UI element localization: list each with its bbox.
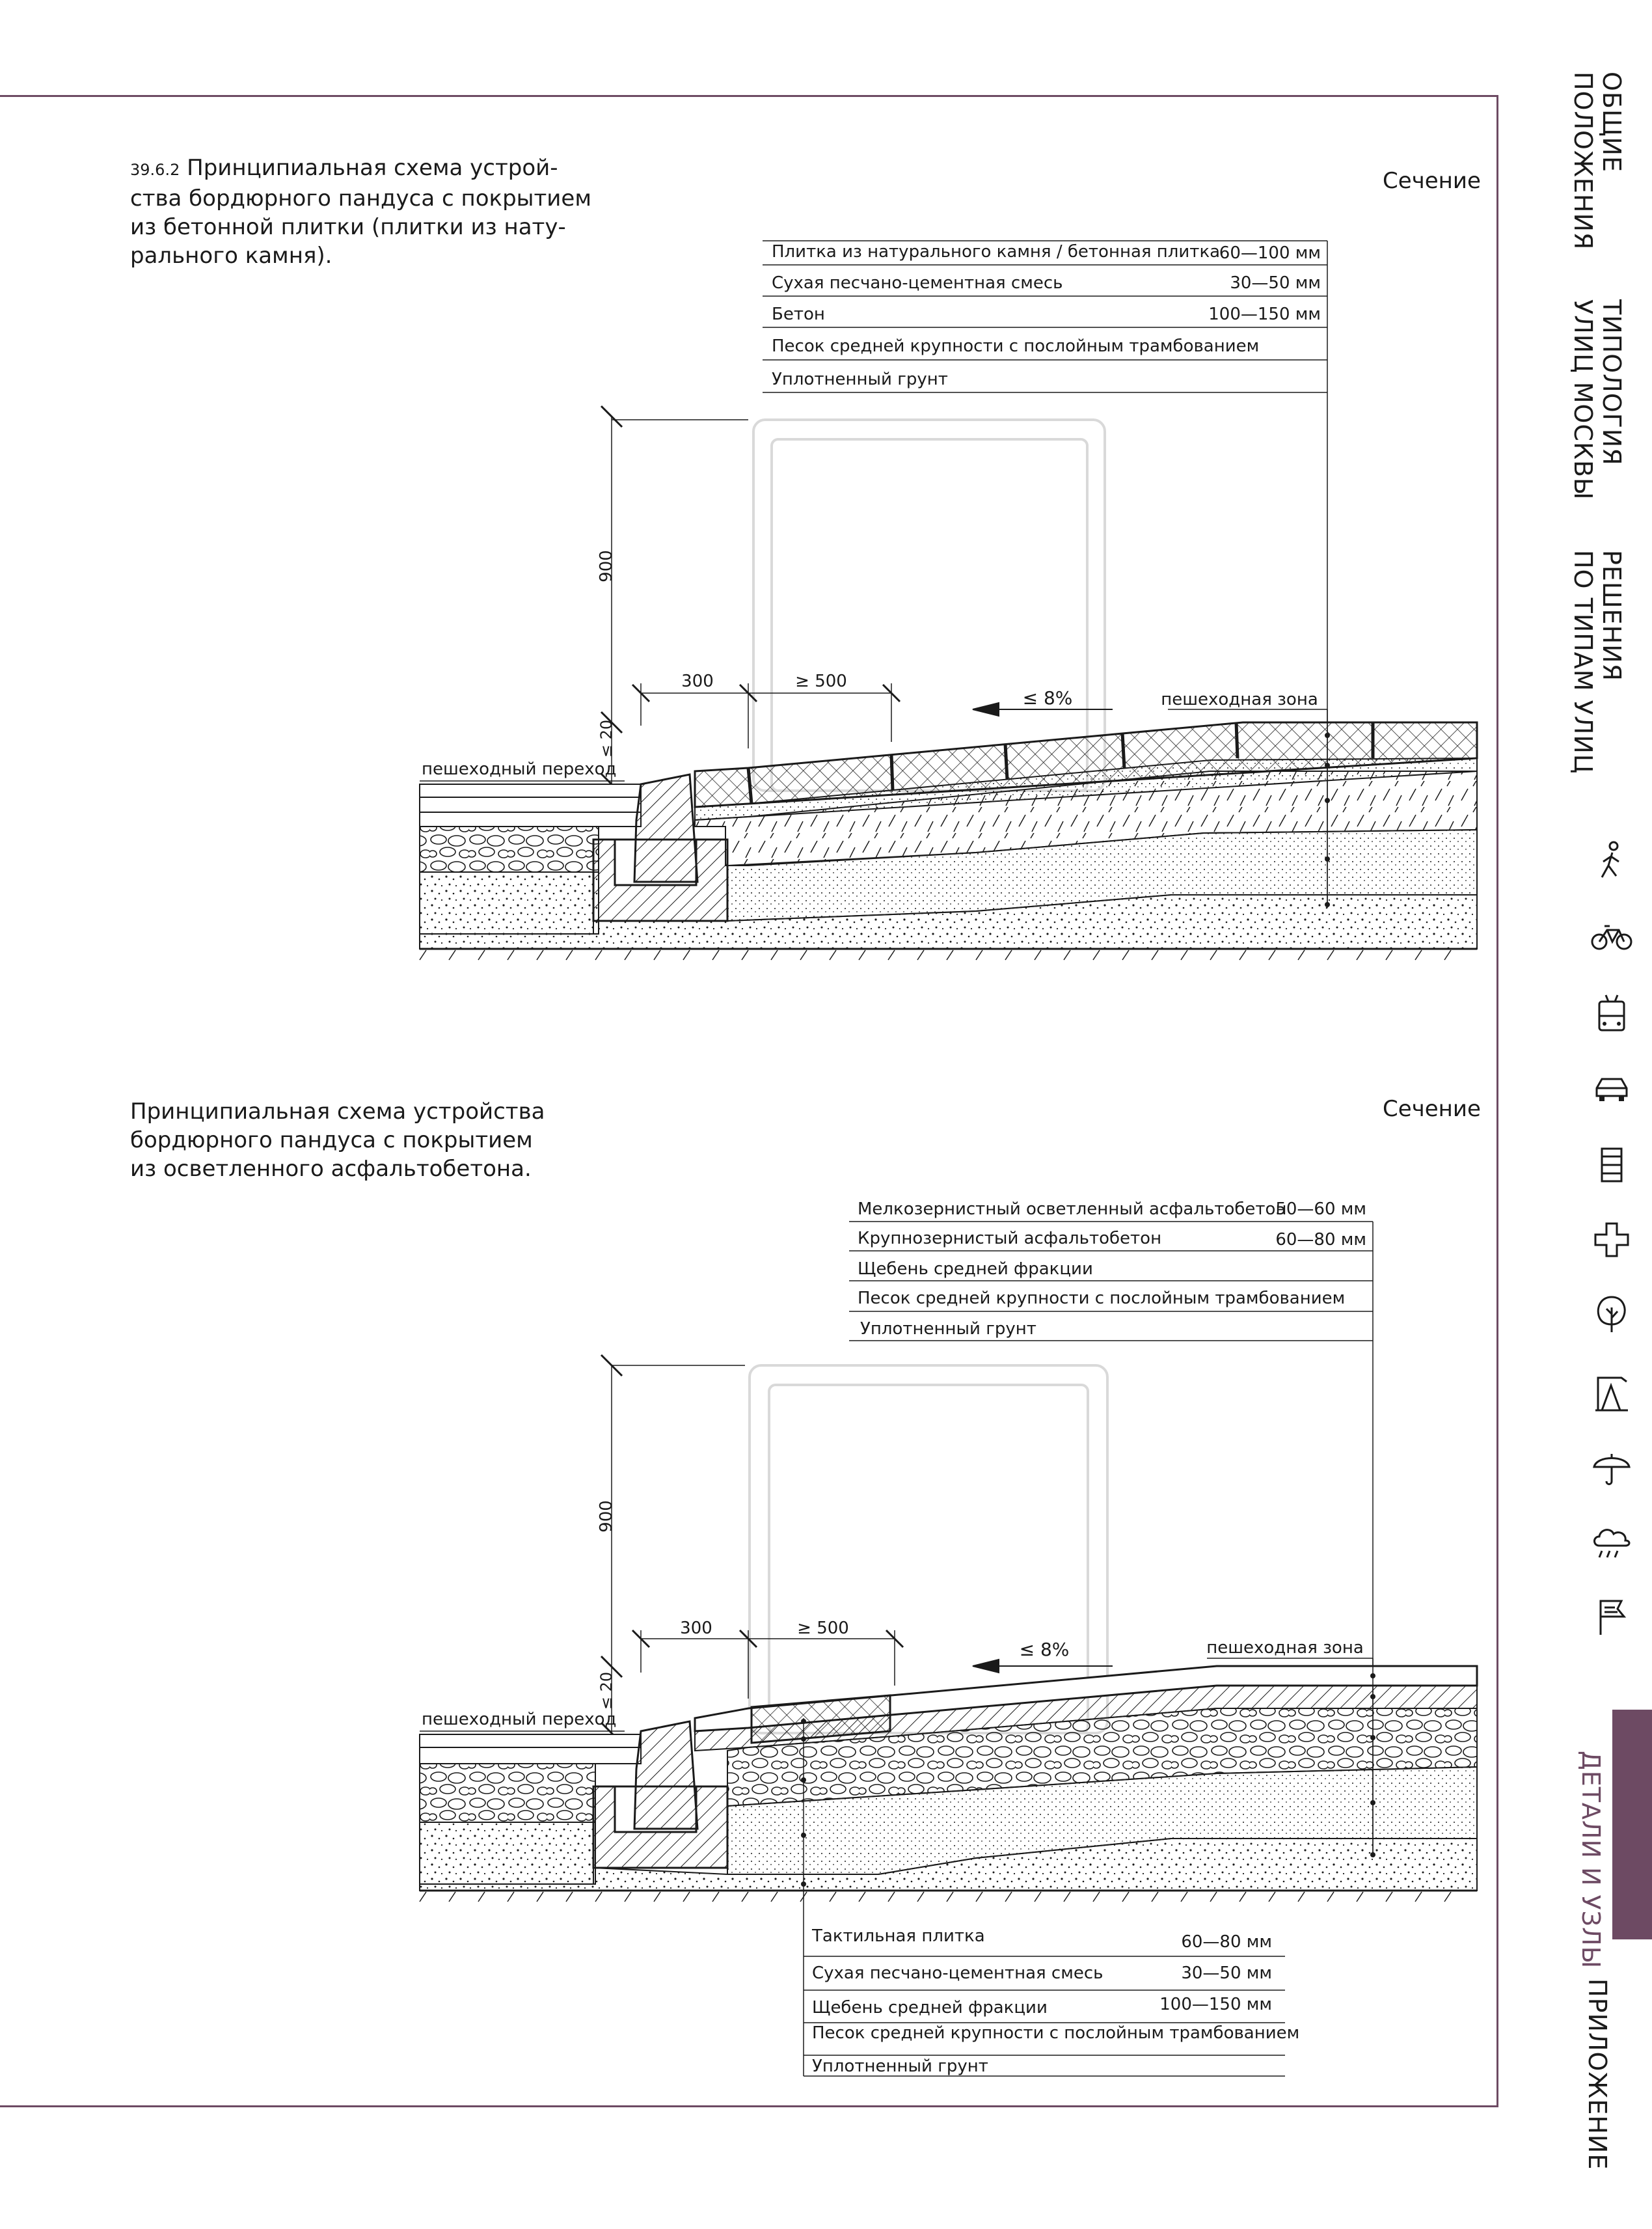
zone-right-label: пешеходная зона	[1206, 1638, 1364, 1658]
cloud-rain-icon[interactable]	[1589, 1520, 1634, 1565]
tab-typology[interactable]	[1569, 299, 1626, 500]
diagram-top	[420, 241, 1477, 960]
tab-label: РЕШЕНИЯ	[1597, 550, 1626, 681]
zone-right-label: пешеходная зона	[1161, 690, 1318, 709]
dim-height-label: 900	[597, 550, 616, 582]
caption-line: из осветленного асфальтобетона.	[130, 1156, 532, 1182]
tactile-layer-name: Уплотненный грунт	[812, 2057, 988, 2076]
dimension-300-500	[632, 683, 900, 748]
tab-label: ТИПОЛОГИЯ	[1597, 299, 1626, 466]
slope-label: ≤ 8%	[1019, 1639, 1070, 1660]
bicycle-icon[interactable]	[1589, 914, 1634, 960]
dim-500-label: ≥ 500	[797, 1619, 849, 1638]
layer-name: Уплотненный грунт	[772, 370, 948, 389]
tab-details[interactable]	[1577, 1751, 1605, 1969]
tab-general[interactable]	[1569, 72, 1626, 250]
tab-label: ПРИЛОЖЕНИЕ	[1583, 1978, 1612, 2170]
caption-line: из бетонной плитки (плитки из нату-	[130, 214, 566, 240]
section-label-top: Сечение	[1383, 168, 1481, 194]
tab-label: УЛИЦ МОСКВЫ	[1569, 299, 1597, 500]
slope-label: ≤ 8%	[1022, 687, 1073, 709]
tactile-layer-name: Тактильная плитка	[812, 1926, 985, 1946]
layer-name: Плитка из натурального камня / бетонная плитка	[772, 242, 1221, 262]
tactile-layer-name: Щебень средней фракции	[812, 1998, 1048, 2017]
clearance-outline	[750, 1365, 1107, 1733]
dimension-900	[601, 1355, 745, 1744]
layer-thickness: 30—50 мм	[1230, 273, 1321, 293]
tab-label: ОБЩИЕ	[1597, 72, 1626, 172]
tab-label: ДЕТАЛИ И УЗЛЫ	[1577, 1751, 1605, 1969]
tactile-layer-name: Сухая песчано-цементная смесь	[812, 1963, 1104, 1983]
zone-left-label: пешеходный переход	[422, 759, 617, 779]
caption-line: бордюрного пандуса с покрытием	[130, 1127, 533, 1153]
layer-name: Песок средней крупности с послойным трамбованием	[772, 336, 1260, 356]
layer-thickness: 50—60 мм	[1275, 1199, 1366, 1219]
layer-name: Песок средней крупности с послойным трамбованием	[858, 1289, 1346, 1308]
clearance-outline	[753, 420, 1105, 791]
caption-number: 39.6.2	[130, 161, 180, 179]
caption-line: Принципиальная схема устройства	[130, 1099, 545, 1125]
trolleybus-icon[interactable]	[1589, 992, 1634, 1038]
dim-300-label: 300	[681, 672, 714, 691]
tree-icon[interactable]	[1589, 1292, 1634, 1337]
tactile-layer-thickness: 60—80 мм	[1181, 1932, 1272, 1952]
tactile-layer-name: Песок средней крупности с послойным трамбованием	[812, 2023, 1300, 2043]
dim-height-label: 900	[597, 1500, 616, 1533]
shelter-icon[interactable]	[1589, 1370, 1634, 1415]
caption-line: Принципиальная схема устрой-	[187, 155, 558, 181]
layer-name: Сухая песчано-цементная смесь	[772, 273, 1063, 293]
diagram-bottom	[420, 1199, 1477, 2076]
tab-solutions[interactable]	[1569, 550, 1626, 774]
layer-name: Уплотненный грунт	[860, 1319, 1036, 1339]
tab-appendix[interactable]	[1583, 1978, 1612, 2170]
dimension-900	[601, 406, 748, 733]
tab-label: ПОЛОЖЕНИЯ	[1569, 72, 1597, 251]
umbrella-icon[interactable]	[1589, 1445, 1634, 1490]
active-tab-marker	[1612, 1710, 1652, 1939]
zone-left-label: пешеходный переход	[422, 1710, 617, 1729]
dim-curb-label: ≤ 20	[597, 1671, 616, 1710]
slope-arrow	[973, 1660, 1113, 1673]
layer-name: Крупнозернистый асфальтобетон	[858, 1229, 1162, 1248]
layer-thickness: 100—150 мм	[1208, 305, 1321, 324]
medical-cross-icon[interactable]	[1589, 1217, 1634, 1263]
layer-name: Мелкозернистный осветленный асфальтобетон	[858, 1199, 1287, 1219]
layer-name: Щебень средней фракции	[858, 1259, 1093, 1279]
caption-line: рального камня).	[130, 243, 332, 269]
car-icon[interactable]	[1589, 1067, 1634, 1113]
tactile-layer-thickness: 30—50 мм	[1181, 1963, 1272, 1983]
layer-thickness: 60—100 мм	[1219, 243, 1321, 263]
flag-icon[interactable]	[1589, 1594, 1634, 1640]
tactile-layer-thickness: 100—150 мм	[1159, 1995, 1272, 2014]
layer-name: Бетон	[772, 305, 825, 324]
parking-lines-icon[interactable]	[1589, 1142, 1634, 1188]
dim-300-label: 300	[680, 1619, 712, 1638]
dim-500-label: ≥ 500	[795, 672, 847, 691]
section-label-bottom: Сечение	[1383, 1096, 1481, 1122]
pedestrian-icon[interactable]	[1589, 840, 1634, 885]
tab-label: ПО ТИПАМ УЛИЦ	[1569, 550, 1597, 774]
layer-thickness: 60—80 мм	[1275, 1230, 1366, 1250]
dim-curb-label: ≤ 20	[597, 719, 616, 758]
caption-line: ства бордюрного пандуса с покрытием	[130, 185, 591, 212]
